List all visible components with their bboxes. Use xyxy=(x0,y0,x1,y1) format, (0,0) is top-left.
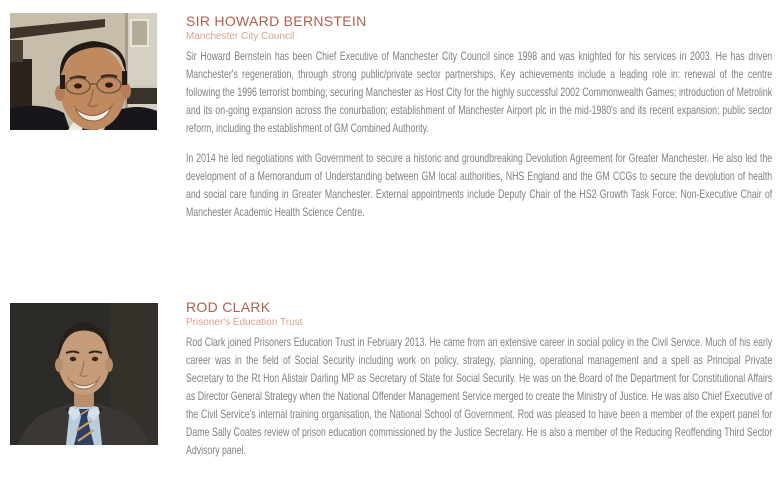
profile-bio xyxy=(186,47,772,221)
profile-name: ROD CLARK xyxy=(186,299,271,315)
profile-organization: Prisoner's Education Trust xyxy=(186,317,303,328)
bio-paragraph: Rod Clark joined Prisoners Education Trust in February 2013. He came from an extensive career in social policy in the Civil Service. Much of his early career was in the field of Social Security including work on policy, strategy, planning, operational management and a spell as Principal Private Secretary to the Rt Hon Alistair Darling MP as Secretary of State for Social Security. He was on the Board of the Department for Constitutional Affairs as Director General Strategy when the National Offender Management Service merged to create the Ministry of Justice. He was also Chief Executive of the Civil Service's internal training organisation, the National School of Government. Rod was pleased to have been a member of the expert panel for Dame Sally Coates review of prison education commissioned by the Justice Secretary. He is also a member of the Reducing Reoffending Third Sector Advisory panel. xyxy=(186,335,773,457)
bio-paragraph: In 2014 he led negotiations with Government to secure a historic and groundbreaking Devolution Agreement for Greater Manchester. He also led the development of a Memorandum of Understanding between GM local authorities, NHS England and the GM CCGs to secure the devolution of health and social care funding in Greater Manchester. External appointments include Deputy Chair of the HS2 Growth Task Force; Non-Executive Chair of Manchester Academic Health Science Centre. xyxy=(186,151,773,219)
profile-name: SIR HOWARD BERNSTEIN xyxy=(186,13,367,29)
bio-paragraph: Sir Howard Bernstein has been Chief Executive of Manchester City Council since 1998 and was knighted for his services in 2003. He has driven Manchester's regeneration, through strong public/private sector partnerships. Key achievements include a leading role in: renewal of the centre following the 1996 terrorist bombing; securing Manchester as Host City for the highly successful 2002 Commonwealth Games; introduction of Metrolink and its on-going expansion across the conurbation; establishment of Manchester Airport plc in the mid-1980's and its recent expansion; public sector reform, including the establishment of GM Combined Authority. xyxy=(186,49,773,135)
rod-clark-photo xyxy=(10,303,158,445)
howard-bernstein-photo xyxy=(10,13,157,130)
profile-organization: Manchester City Council xyxy=(186,31,295,42)
profile-bio xyxy=(186,333,772,459)
